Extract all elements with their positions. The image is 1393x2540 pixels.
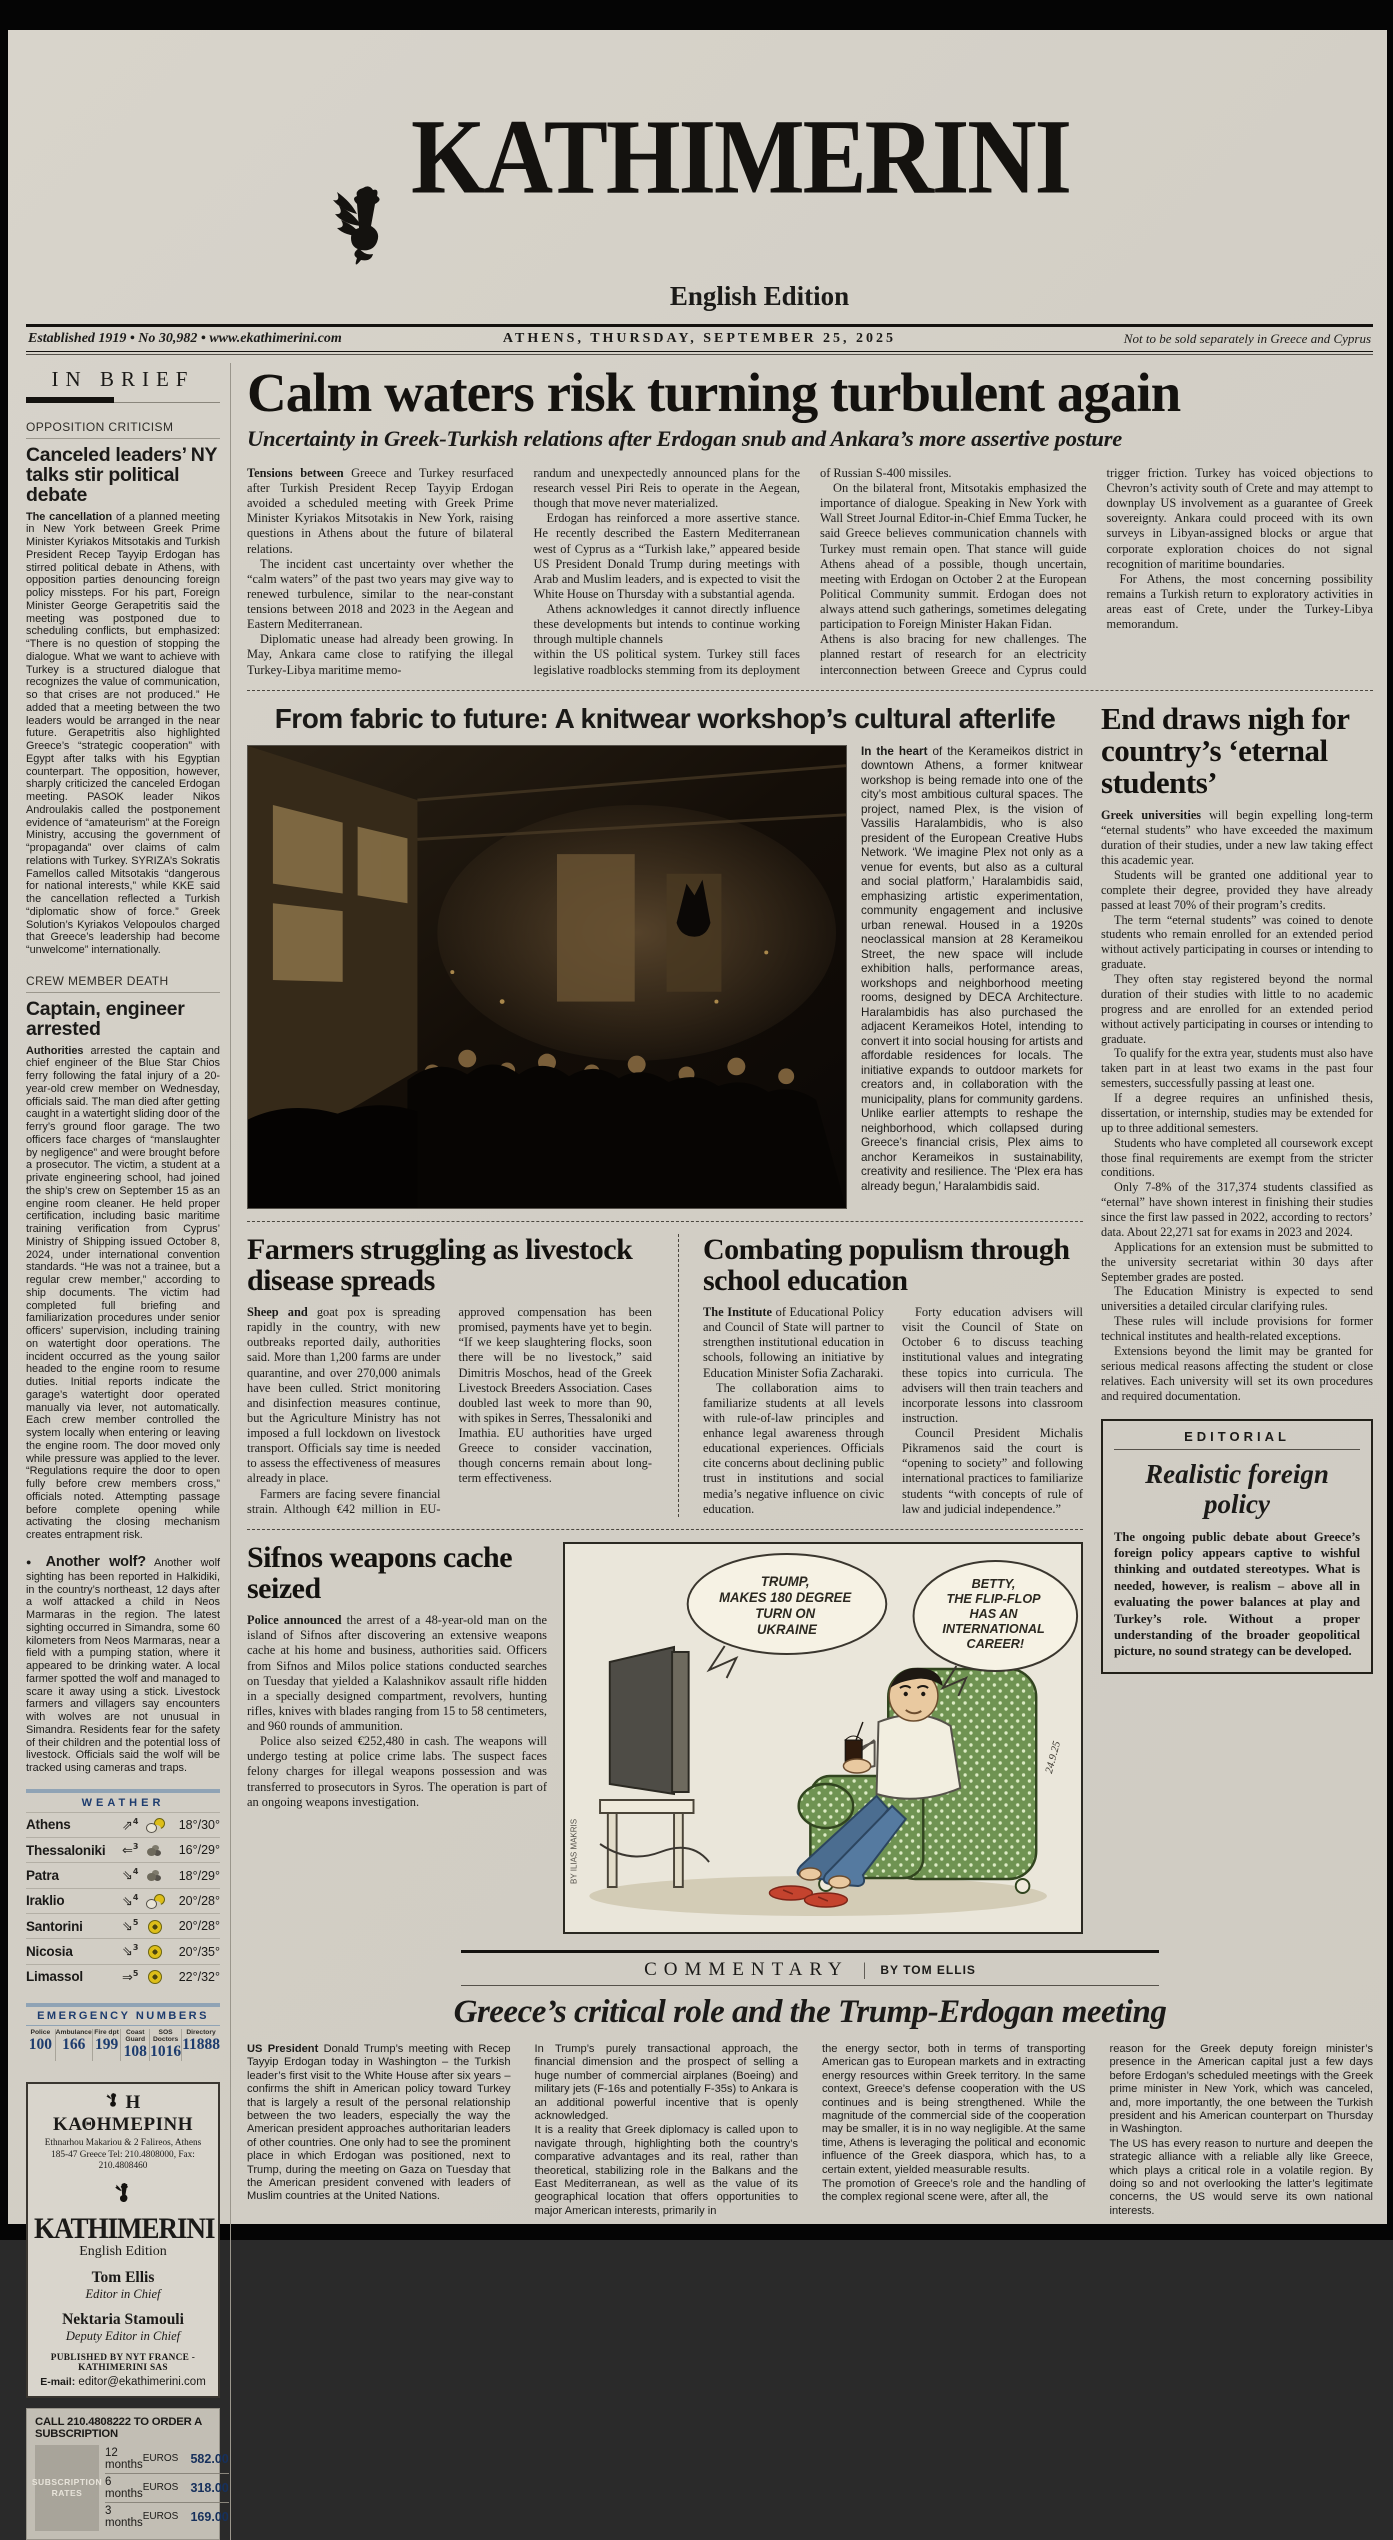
commentary-body xyxy=(247,2043,1373,2218)
rate-period: 12 months xyxy=(105,2446,143,2471)
newspaper-front-page xyxy=(8,30,1387,2529)
subscription-rate-row xyxy=(105,2474,229,2503)
brief-kicker: OPPOSITION CRITICISM xyxy=(26,417,220,439)
plex-text: of the Kerameikos district in downtown Athens, a former knitwear workshop is being remade into one of the city’s most ambitious cultural spaces. The project, named Plex, is the vision of Vassilis Haralambidis, who is also president of the European Creative Hubs Network. ‘We imagine Plex not only as a venue for events, but also as a cultural and social platform,’ Haralambidis said, emphasizing artistic experimentation, community engagement and inclusive urban renewal. Housed in a 1920s neoclassical mansion at 28 Kerameikou Street, the new space will include exhibition halls, performance areas, workshops and neighborhood meeting rooms, designed by DECA Architecture. Haralambidis has also purchased the adjacent Kerameikos Hotel, intending to convert it into social housing for artists and affordable residences for locals. The initiative expands to outdoor markets for creators and, in collaboration with the municipality, plans for community gardens. Unlike earlier attempts to reshape the neighborhood, which collapsed during Greece’s financial crisis, Plex aims to anchor Kerameikos in sustainability, creativity and resilience. The ‘Plex era has already begun,’ Haralambidis said. xyxy=(861,744,1084,1193)
editorial-cartoon xyxy=(563,1542,1083,1934)
publisher-address: Ethnarhou Makariou & 2 Falireos, Athens 185-47 Greece Tel: 210.4808000, Fax: 210.4808460 xyxy=(44,2138,202,2172)
in-brief-title: IN BRIEF xyxy=(51,366,195,391)
section-divider xyxy=(247,1221,1083,1222)
plex-headline: From fabric to future: A knitwear workshop’s cultural afterlife xyxy=(274,702,1056,734)
weather-temps: 22°/32° xyxy=(178,1969,220,1984)
editor-email: E-mail: editor@ekathimerini.com xyxy=(40,2375,206,2388)
publisher-greek-name: Η ΚΑΘΗΜΕΡΙΝΗ xyxy=(52,2092,194,2136)
deputy-editor-name: Nektaria Stamouli xyxy=(62,2310,184,2328)
plex-article xyxy=(247,703,1083,1209)
weather-condition-icon xyxy=(146,1868,164,1883)
emergency-item xyxy=(181,2029,220,2061)
svg-text:BETTY, THE: BETTY, THE FLIP-FLOP HAS AN INTERNATIONAL CAREER! xyxy=(942,1575,1045,1651)
rate-period: 6 months xyxy=(105,2475,143,2500)
commentary-section xyxy=(247,1950,1373,2218)
weather-temps: 16°/29° xyxy=(178,1843,220,1858)
in-brief-sidebar xyxy=(26,363,231,2540)
wind-icon: ⇘$^5$ xyxy=(122,1918,139,1935)
wolf-label: Another wolf? xyxy=(45,1553,146,1570)
brief-item-crew-death xyxy=(26,971,220,1542)
rate-amount: 318.00 xyxy=(190,2480,229,2495)
established-info: Established 1919 • No 30,982 • www.ekathimerini.com xyxy=(28,330,342,346)
populism-body xyxy=(703,1305,1083,1517)
lead-col3: within the US political system. Turkey still faces legislative roadblocks stemming from its deployment of Russian S-400 missiles. On the bilateral front, Mitsotakis emphasized the importance of dialogue. Speaking in New York with Wall Street Journal Editor-in-Chief Emma Tucker, he said Greece believes communication channels with Turkey must remain open. That stance will guide Athens ahead of a possible, though uncertain, meeting with Erdogan on October 2 at the European Political Community summit. Erdogan does not always attend such gatherings, sometimes delegating participation to Foreign Minister Hakan Fidan. xyxy=(533,465,1087,677)
weather-row xyxy=(26,1938,220,1963)
bullet-icon: ● xyxy=(26,1556,37,1567)
emergency-title: EMERGENCY NUMBERS xyxy=(26,2007,220,2026)
emergency-label: Ambulance xyxy=(55,2029,92,2037)
lead-article xyxy=(247,361,1373,678)
section-divider xyxy=(247,690,1373,691)
weather-condition-icon xyxy=(146,1817,164,1832)
emergency-label: Coast Guard xyxy=(125,2029,146,2044)
sifnos-paras: Police also seized €252,480 in cash. The weapons will undergo testing at police crime labs. The suspect faces felony charges for illegal weapons possession and was transferred to prosecutors in Syros. The operation is part of an ongoing weapons investigation. xyxy=(247,1734,547,1809)
farmers-text: goat pox is spreading rapidly in the country, with new outbreaks reported daily, authorities said. More than 1,200 farms are under quarantine, and over 270,000 animals have been culled. Strict monitoring and disinfection measures continue, but the Agriculture Ministry has not imposed a full lockdown on livestock transport. Officials say time is needed to assess the effectiveness of measures already in place. xyxy=(247,1305,441,1486)
brief-headline: Captain, engineer arrested xyxy=(26,997,185,1040)
editorial-headline: Realistic foreign policy xyxy=(1145,1459,1329,1519)
emergency-number: 108 xyxy=(123,2043,147,2061)
subscription-rate-row xyxy=(105,2445,229,2474)
sifnos-text: the arrest of a 48-year-old man on the island of Sifnos after discovering an extensive weapons cache at his home and business, authorities said. Officers from Sifnos and Milos police stations conducted searches on Tuesday that yielded a Kalashnikov assault rifle hidden in a specially designed compartment, revolvers, hunting rifles, knives with blades ranging from 15 to 58 centimeters, and 960 rounds of ammunition. xyxy=(247,1613,547,1734)
weather-condition-icon xyxy=(146,1944,164,1959)
emergency-number: 199 xyxy=(94,2036,119,2054)
wind-icon: ⇗$^4$ xyxy=(122,1816,139,1834)
dateline-row xyxy=(26,327,1373,352)
students-paras: Students will be granted one additional year to complete their degree, provided they have already passed at least 70% of their program’s credits. The term “eternal students” was coined to denote students who remain enrolled for an extended period without actively participating in courses or intending to graduate. They often stay registered beyond the normal duration of their studies with little to no academic progress and are enrolled for an extended period without actively participating in courses or intending to graduate. To qualify for the extra year, students must also have taken part in at least two exams in the past four semesters, successfully passing at least one. If a degree requires an unfinished thesis, dissertation, or internship, studies may be extended for up to three additional semesters. Students who have completed all coursework except those final requirements are exempt from the stricter conditions. Only 7-8% of the 317,374 students classified as “eternal” have shown interest in finishing their studies since the first law passed in 2022, according to rectors’ data. About 22,271 sat for exams in 2023 and 2024. Applications for an extension must be submitted to the university secretariat within 30 days after September grades are posted. The Education Ministry is expected to send universities a detailed circular clarifying rules. These rules will include provisions for former technical institutes and health-related exceptions. Extensions beyond the limit may be granted for serious medical reasons affecting the student or close relatives. Each university will set its own procedures and required documentation. xyxy=(1101,867,1373,1403)
main-left-stack xyxy=(247,703,1083,1934)
populism-text: of Educational Policy and Council of State will partner to strengthen institutional education in schools, following an initiative by Education Minister Sofia Zacharaki. xyxy=(703,1305,884,1380)
brief-body xyxy=(26,1045,220,1542)
subscription-rates-table xyxy=(105,2445,229,2531)
brief-lead-in: The cancellation xyxy=(26,510,113,523)
lead-in: Police announced xyxy=(247,1613,342,1628)
commentary-text: Donald Trump’s meeting with Recep Tayyip Erdogan today in Washington – the Turkish leader’s first visit to the White House after six years – confirms the shift in American policy toward Turkey that is largely a result of the personal relationship between the two leaders, especially the way the American president approaches authoritarian leaders of other countries. One only had to see the prominent place in which Erdogan was positioned, next to Trump, during the meeting on Gaza on Tuesday that the American president convened with leaders of Muslim countries at the United Nations. xyxy=(247,2042,511,2203)
sifnos-body xyxy=(247,1613,547,1810)
weather-row xyxy=(26,1964,220,1989)
brief-item-opposition xyxy=(26,417,220,957)
cartoonist-credit: BY ILIAS MAKRIS xyxy=(569,1818,579,1884)
lead-headline: Calm waters risk turning turbulent again xyxy=(247,361,1181,423)
rate-amount: 169.00 xyxy=(190,2509,229,2524)
weather-row xyxy=(26,1862,220,1887)
eagle-logo-icon xyxy=(105,2093,120,2110)
emergency-number: 100 xyxy=(28,2036,52,2054)
emergency-label: Directory xyxy=(186,2029,216,2037)
farmers-article xyxy=(247,1234,652,1517)
publisher-edition: English Edition xyxy=(79,2243,167,2259)
deputy-editor-title: Deputy Editor in Chief xyxy=(65,2328,181,2343)
in-brief-rule xyxy=(26,397,220,403)
publisher-box xyxy=(26,2082,220,2398)
students-body xyxy=(1101,808,1373,1403)
weather-city: Nicosia xyxy=(26,1944,73,1960)
rate-period: 3 months xyxy=(105,2504,143,2529)
weather-city: Patra xyxy=(26,1868,59,1884)
weather-temps: 20°/35° xyxy=(178,1944,220,1959)
commentary-col3: the energy sector, both in terms of transporting American gas to European markets and in extracting energy resources within Greek territory. In the same context, Greece’s defense cooperation with the US continues and is being strengthened. While the magnitude of the commercial side of the cooperation may be smaller, it is in no way negligible. At the same time, Athens is leveraging the political and economic influence of the Greek diaspora, which has, to a certain extent, yielded measurable results. The promotion of Greece’s role and the handling of the complex regional scene were, after all, the xyxy=(822,2042,1086,2204)
weather-row xyxy=(26,1913,220,1938)
newspaper-title: KATHIMERINI xyxy=(411,96,1070,217)
farmers-body xyxy=(247,1305,652,1517)
svg-text:TRUMP, MAK: TRUMP, MAKES 180 DEGREE TURN ON UKRAINE xyxy=(719,1573,852,1637)
lead-in: Greek universities xyxy=(1101,808,1201,823)
weather-condition-icon xyxy=(146,1969,164,1984)
lead-col1: The incident cast uncertainty over whether the “calm waters” of the past two years may give way to renewed turbulence, similar to the near-constant tensions between 2018 and 2023 in the Aegean and Eastern Mediterranean. Diplomatic unease had already been growing. In May, Ankara came close to ratifying the illegal Turkey-Libya maritime memo- xyxy=(247,556,514,677)
weather-condition-icon xyxy=(146,1893,164,1908)
farmers-paras: Farmers are facing severe financial strain. Although €42 million in EU-approved compensation has been promised, payments have yet to begin. “If we keep slaughtering flocks, soon there will be no livestock,” said Dimitris Moschos, head of the Greek Livestock Breeders Association. Cases doubled last week to more than 90, with spikes in Serres, Thessaloniki and Imathia. EU authorities have urged Greece to consider vaccination, though concerns remain about long-term effectiveness. xyxy=(247,1305,652,1516)
subscription-call-line: CALL 210.4808222 TO ORDER A SUBSCRIPTION xyxy=(35,2415,202,2440)
editorial-label: EDITORIAL xyxy=(1114,1429,1360,1450)
weather-temps: 20°/28° xyxy=(178,1919,220,1934)
weather-temps: 18°/29° xyxy=(178,1868,220,1883)
wind-icon: ⇘$^4$ xyxy=(122,1867,139,1884)
emergency-item xyxy=(120,2029,149,2061)
emergency-item xyxy=(149,2029,181,2061)
emergency-label: SOS Doctors xyxy=(152,2029,179,2044)
editor-name: Tom Ellis xyxy=(91,2268,155,2286)
weather-city: Iraklio xyxy=(26,1893,65,1909)
lead-in: The Institute xyxy=(703,1305,773,1320)
weather-row xyxy=(26,1888,220,1913)
published-by: PUBLISHED BY NYT FRANCE - KATHIMERINI SAS xyxy=(50,2352,196,2373)
workshop-photo xyxy=(247,745,847,1209)
weather-temps: 20°/28° xyxy=(178,1893,220,1908)
weather-table xyxy=(26,1812,220,1989)
lead-body xyxy=(247,466,1373,678)
brief-lead-in: Authorities xyxy=(26,1044,84,1057)
subscription-rate-row xyxy=(105,2503,229,2531)
section-divider xyxy=(247,1529,1083,1530)
emergency-number: 11888 xyxy=(182,2036,220,2054)
lead-text: Greece and Turkey resurfaced after Turkish President Recep Tayyip Erdogan avoided a scheduled meeting with Greek Prime Minister Kyriakos Mitsotakis in New York, raising questions in Athens about the future of bilateral relations. xyxy=(247,465,514,556)
editorial-body: The ongoing public debate about Greece’s foreign policy appears captive to wishful thinking and outdated stereotypes. What is needed, however, is realism – above all in evaluating the power balances at play and Turkey’s role. Without a proper understanding of the broader geopolitical picture, no sound strategy can be developed. xyxy=(1114,1529,1360,1659)
wind-icon: ⇐$^3$ xyxy=(122,1842,139,1859)
eagle-logo-icon xyxy=(329,186,395,271)
commentary-label: COMMENTARY xyxy=(644,1958,849,1980)
lead-col2: randum and unexpectedly announced plans for the research vessel Piri Reis to operate in the Aegean, though that move never materialized. Erdogan has reinforced a more assertive stance. He recently described the Eastern Mediterranean west of Cyprus as a “Turkish lake,” appeared beside US President Donald Trump during meetings with Arab and Muslim leaders, and is expected to visit the White House on Thursday with a substantial agenda. Athens acknowledges it cannot directly influence these developments but intends to continue working through multiple channels xyxy=(533,465,800,647)
weather-box xyxy=(26,1789,220,1989)
farmers-headline: Farmers struggling as livestock disease spreads xyxy=(247,1232,633,1297)
brief-headline: Canceled leaders’ NY talks stir political debate xyxy=(26,443,217,506)
brief-text: of a planned meeting in New York between Greek Prime Minister Kyriakos Mitsotakis and Turkish President Recep Tayyip Erdogan has stirred political debate in Athens, with opposition parties denouncing foreign policy missteps. For his part, Foreign Minister George Gerapetritis said the meeting was postponed due to scheduling conflicts, but emphasized: “There is no question of stopping the dialogue. What we want to achieve with Turkey is a structured dialogue that recognizes the value of communication, so that crises are not produced.” He added that a meeting between the two leaders would be arranged in the near future. Gerapetritis also highlighted Greece’s “strategic cooperation” with Egypt after talks with his Egyptian counterpart. The opposition, however, sharply criticized the canceled Erdogan meeting. PASOK leader Nikos Androulakis called the postponement evidence of “amateurism” at the Foreign Ministry, accusing the government of “propaganda” over claims of calm relations with Turkey. SYRIZA’s Sokratis Famellos called Mitsotakis “dangerous for national interests,” while KKE said the cancellation reflected a Turkish “diplomatic show of force.” Greek Solution’s Kyriakos Velopoulos charged that Greece’s leadership had become “unwelcome” internationally. xyxy=(26,510,220,957)
weather-row xyxy=(26,1812,220,1837)
emergency-number: 166 xyxy=(62,2036,86,2054)
students-article xyxy=(1101,700,1373,1404)
masthead xyxy=(26,40,1373,355)
brief-item-wolf xyxy=(26,1554,220,1775)
wind-icon: ⇘$^3$ xyxy=(122,1943,139,1960)
commentary-separator: | xyxy=(862,1959,867,1980)
sifnos-headline: Sifnos weapons cache seized xyxy=(247,1540,513,1605)
lead-in: In the heart xyxy=(861,744,928,758)
publisher-logo: KATHIMERINI xyxy=(34,2178,212,2245)
commentary-col4: reason for the Greek deputy foreign minister’s presence in the American capital just a few days before Erdogan’s scheduled meetings with the Greek prime minister in New York, which was canceled, and, more importantly, the one between the Turkish president and his American counterpart on Thursday in Washington. The US has every reason to nurture and deepen the strategic alliance with a reliable ally like Greece, which plays a critical role in a volatile region. By doing so and not overlooking the latter’s legitimate concerns, the US would serve its own national interests. xyxy=(1109,2042,1373,2217)
populism-headline: Combating populism through school education xyxy=(703,1232,1070,1297)
rate-currency: EUROS xyxy=(142,2453,179,2465)
sifnos-article xyxy=(247,1542,547,1934)
wolf-text: Another wolf sighting has been reported in Halkidiki, in the country’s northeast, 12 days after a wolf attacked a child in Neos Marmaras in the region. The latest sighting occurred in Simandra, some 60 kilometers from Neos Marmaras, near a field with a pumping station, where it appeared to be drinking water. A local farmer spotted the wolf and managed to scare it away using a stick. Livestock farmers and villagers say encounters with wolves are not unusual in Simandra. Residents fear for the safety of their children and the potential loss of livestock. Officials said the wolf will be tracked using cameras and traps. xyxy=(26,1556,221,1775)
commentary-midrule xyxy=(461,1985,1159,1986)
weather-title: WEATHER xyxy=(81,1796,165,1809)
weather-city: Thessaloniki xyxy=(26,1842,106,1858)
emergency-item xyxy=(92,2029,121,2061)
weather-temps: 18°/30° xyxy=(178,1817,220,1832)
emergency-label: Police xyxy=(30,2029,51,2037)
emergency-item xyxy=(26,2029,55,2061)
main-right-stack xyxy=(1101,700,1373,1934)
brief-kicker: CREW MEMBER DEATH xyxy=(26,971,220,993)
students-text: will begin expelling long-term “eternal students” who have exceeded the maximum duration of their studies, under a new law taking effect this academic year. xyxy=(1101,808,1373,868)
subscription-rates-label: SUBSCRIPTION RATES xyxy=(35,2445,99,2531)
emergency-label: Fire dpt xyxy=(94,2029,119,2037)
commentary-headline: Greece’s critical role and the Trump-Erdogan meeting xyxy=(453,1993,1167,2030)
rights-notice: Not to be sold separately in Greece and Cyprus xyxy=(1123,330,1371,346)
emergency-grid xyxy=(26,2026,220,2066)
dateline-underrule xyxy=(26,354,1373,355)
students-headline: End draws nigh for country’s ‘eternal students’ xyxy=(1101,700,1349,801)
lead-in: US President xyxy=(247,2042,319,2055)
emergency-item xyxy=(55,2029,92,2061)
lead-in: Sheep and xyxy=(247,1305,308,1320)
lead-col4: Athens is also bracing for new challenges. The planned restart of research for an electricity interconnection between Greece and Cyprus could trigger friction. Turkey has voiced objections to Chevron’s activity south of Crete and may attempt to downplay US involvement as a guarantee of Greek sovereignty. Ankara could proceed with its own surveys in Libyan-assigned blocks or argue that corporate exploration choices do not signal recognition of maritime boundaries. For Athens, the most concerning possibility remains a Turkish return to exploratory activities in areas east of Crete, under the Turkey-Libya memorandum. xyxy=(820,465,1373,677)
brief-text: arrested the captain and chief engineer of the Blue Star Chios ferry following the fatal injury of a 20-year-old crew member on Wednesday, officials said. The man died after getting caught in a watertight sliding door of the ferry’s ground floor garage. The two officers face charges of “manslaughter by negligence” and were brought before a prosecutor. The victim, a student at a private engineering school, had joined the ship’s crew on September 15 as an engine room cleaner. He held proper certification, including basic maritime training verification from Cyprus’ Ministry of Shipping issued October 8, 2024, under international convention standards. “He was not a trainee, but a regular crew member,” according to ship documents. The victim had completed full briefing and familiarization procedures under senior officers’ supervision, including training on watertight door operations. The incident occurred as the young sailor headed to the engine room to resume duties. Initial reports indicate the garage’s watertight door operated manually via lever, not automatically. Each crew member controlled the system locally when entering or leaving the engine room. The door moved only while pressure was applied to the lever. “Regulations require the door to open fully before crew members cross,” officials noted. Attempting passage before complete opening while activating the closing mechanism creates entrapment risk. xyxy=(26,1044,220,1542)
weather-condition-icon xyxy=(146,1843,164,1858)
wind-icon: ⇒$^5$ xyxy=(122,1968,139,1986)
weather-city: Athens xyxy=(26,1817,71,1833)
commentary-col2: In Trump’s purely transactional approach, the financial dimension and the prospect of selling a huge number of commercial airplanes (Boeing) and military jets (F-16s and potentially F-35s) to Ankara is an additional powerful incentive that is openly acknowledged. It is a reality that Greek diplomacy is called upon to navigate through, highlighting both the country’s comparative advantages and its real, rather than theoretical, stabilizing role in the Balkans and the East Mediterranean, as well as the value of its geographical location that offers opportunities to major American interests, primarily in xyxy=(534,2042,798,2217)
wind-icon: ⇘$^4$ xyxy=(122,1892,139,1910)
plex-body xyxy=(861,745,1083,1209)
populism-paras: The collaboration aims to familiarize students at all levels with rule-of-law principles and enhance legal awareness through educational experiences. Officials cite concerns about declining public trust in institutions and social media’s negative influence on civic education. Forty education advisers will visit the Council of State on October 6 to discuss teaching institutional values and integrating these topics into curricula. The advisers will then train teachers and incorporate lessons into classroom instruction. Council President Michalis Pikramenos said the court is “opening to society” and following international practices to familiarize students “with concepts of rule of law and judicial independence.” xyxy=(703,1305,1083,1516)
subscription-box xyxy=(26,2408,229,2540)
eagle-logo-icon xyxy=(113,2183,133,2207)
rate-currency: EUROS xyxy=(142,2482,179,2494)
lead-subhead: Uncertainty in Greek-Turkish relations after Erdogan snub and Ankara’s more assertive posture xyxy=(247,425,1123,451)
lead-in: Tensions between xyxy=(247,465,344,480)
main-content xyxy=(247,363,1373,2540)
populism-article xyxy=(678,1234,1083,1517)
emergency-number: 1016 xyxy=(150,2043,182,2061)
edition-label: English Edition xyxy=(669,280,850,311)
weather-condition-icon xyxy=(146,1919,164,1934)
editorial-box xyxy=(1101,1419,1373,1673)
weather-row xyxy=(26,1837,220,1862)
rate-currency: EUROS xyxy=(142,2511,179,2523)
weather-city: Santorini xyxy=(26,1918,83,1934)
weather-city: Limassol xyxy=(26,1969,83,1985)
editor-title: Editor in Chief xyxy=(85,2286,161,2301)
emergency-numbers-box xyxy=(26,2003,220,2066)
dateline: ATHENS, THURSDAY, SEPTEMBER 25, 2025 xyxy=(502,330,897,346)
commentary-byline: BY TOM ELLIS xyxy=(880,1962,976,1977)
cartoon-signature: 24.9.25 xyxy=(1043,1739,1063,1775)
brief-body xyxy=(26,511,220,957)
rate-amount: 582.00 xyxy=(190,2451,229,2466)
